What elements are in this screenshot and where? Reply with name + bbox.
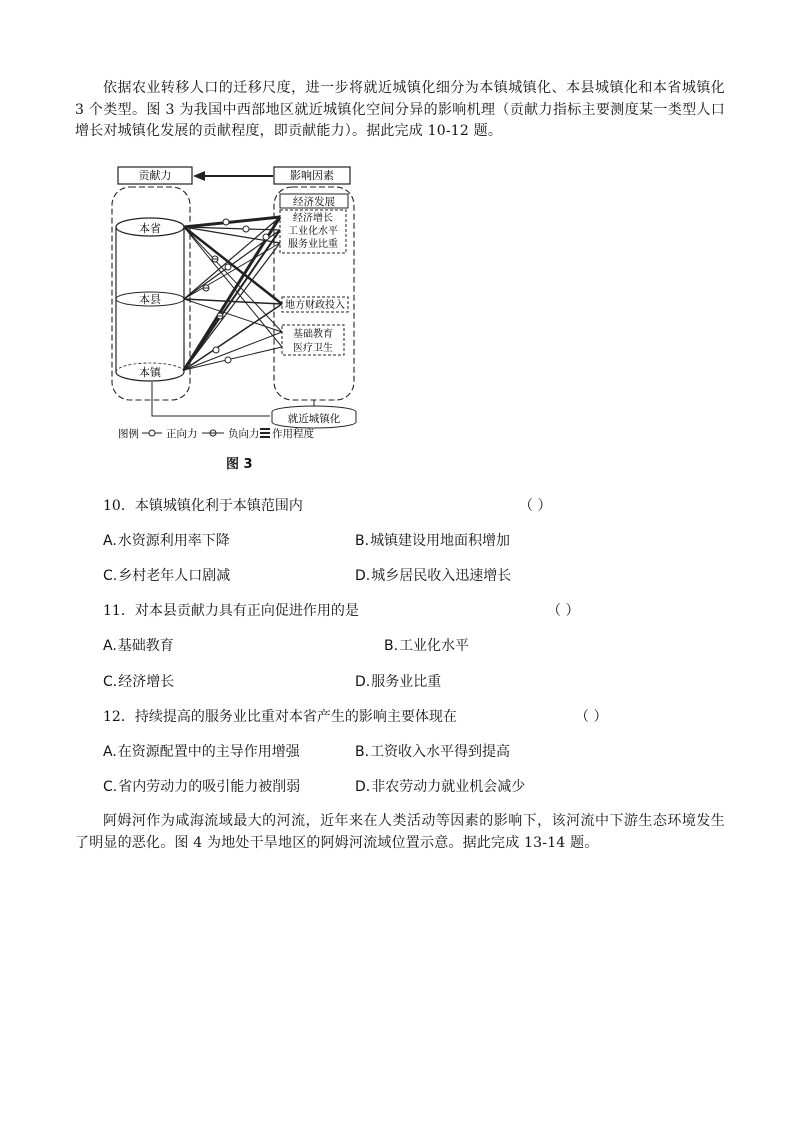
intro-paragraph: 依据农业转移人口的迁移尺度，进一步将就近城镇化细分为本镇城镇化、本县城镇化和本省城镇化 3 个类型。图 3 为我国中西部地区就近城镇化空间分异的影响机理（贡献力指标主要测度某一类型人口增长对城镇化发展的贡献程度，即贡献能力）。据此完成 10-12 题。 — [75, 80, 725, 139]
q12-option-c[interactable]: C.省内劳动力的吸引能力被削弱 — [103, 779, 301, 795]
q12-option-a[interactable]: A.在资源配置中的主导作用增强 — [103, 744, 300, 760]
question-10-answer-blank[interactable]: （ ） — [519, 498, 552, 514]
label-province: 本省 — [139, 222, 161, 235]
outro-paragraph: 阿姆河作为咸海流域最大的河流，近年来在人类活动等因素的影响下，该河流中下游生态环境发生了明显的恶化。图 4 为地处干旱地区的阿姆河流域位置示意。据此完成 13-14 题。 — [75, 813, 725, 851]
question-11-answer-blank[interactable]: （ ） — [547, 603, 580, 619]
legend-negative: 负向力 — [228, 428, 260, 440]
q11-option-a[interactable]: A.基础教育 — [103, 638, 174, 654]
q11-option-d[interactable]: D.服务业比重 — [355, 674, 442, 690]
figure-3-diagram — [108, 160, 363, 475]
label-town: 本镇 — [139, 366, 161, 379]
label-industrialization: 工业化水平 — [288, 226, 338, 237]
q11-option-b[interactable]: B.工业化水平 — [384, 638, 470, 654]
figure-caption: 图 3 — [226, 457, 253, 472]
legend-weight: 作用程度 — [272, 428, 314, 440]
label-economy: 经济发展 — [293, 196, 335, 208]
q11-option-c[interactable]: C.经济增长 — [103, 674, 175, 690]
question-11-stem: 11．对本县贡献力具有正向促进作用的是 — [103, 603, 359, 619]
question-12-stem: 12．持续提高的服务业比重对本省产生的影响主要体现在 — [103, 709, 457, 725]
question-10-stem: 10．本镇城镇化利于本镇范围内 — [103, 498, 303, 514]
legend-positive: 正向力 — [166, 428, 198, 440]
legend — [118, 427, 314, 440]
arrow-head — [193, 171, 205, 181]
label-factors: 影响因素 — [290, 169, 334, 182]
q10-option-a[interactable]: A.水资源利用率下降 — [103, 533, 230, 549]
q10-option-d[interactable]: D.城乡居民收入迅速增长 — [355, 568, 512, 584]
q12-option-d[interactable]: D.非农劳动力就业机会减少 — [355, 779, 526, 795]
q10-option-c[interactable]: C.乡村老年人口剧减 — [103, 568, 231, 584]
q10-option-b[interactable]: B.城镇建设用地面积增加 — [355, 533, 511, 549]
label-fiscal: 地方财政投入 — [285, 300, 345, 311]
label-econ-growth: 经济增长 — [293, 213, 333, 224]
label-education: 基础教育 — [293, 329, 333, 340]
label-health: 医疗卫生 — [293, 343, 333, 354]
label-base: 就近城镇化 — [287, 413, 341, 425]
legend-title: 图例 — [118, 428, 139, 440]
label-county: 本县 — [139, 293, 161, 306]
question-12-answer-blank[interactable]: （ ） — [575, 709, 608, 725]
q12-option-b[interactable]: B.工资收入水平得到提高 — [355, 744, 511, 760]
base-connector — [152, 382, 270, 416]
label-service-share: 服务业比重 — [288, 239, 338, 250]
label-contribution: 贡献力 — [138, 169, 172, 182]
